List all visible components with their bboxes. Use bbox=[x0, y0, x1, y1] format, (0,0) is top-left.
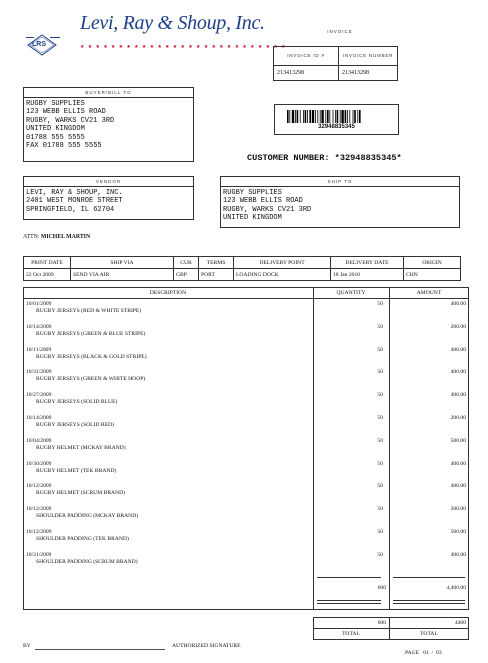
item-description: SHOULDER PADDING (TEK BRAND) bbox=[36, 536, 129, 542]
invoice-number-label: INVOICE NUMBER bbox=[339, 47, 398, 66]
ship-to-label: SHIP TO bbox=[221, 177, 459, 187]
meta-header: DELIVERY DATE bbox=[331, 257, 404, 269]
item-quantity: 50 bbox=[377, 369, 383, 376]
meta-header: ORIGIN bbox=[404, 257, 461, 269]
buyer-label: BUYER/BILL TO bbox=[24, 88, 193, 98]
description-header: DESCRIPTION bbox=[149, 290, 187, 296]
barcode-bar bbox=[320, 110, 321, 123]
meta-header: CUR bbox=[174, 257, 199, 269]
invoice-number-value: 213413298 bbox=[339, 66, 398, 81]
buyer-address: RUGBY SUPPLIES 123 WEBB ELLIS ROAD RUGBY, WARKS CV21 3RD UNITED KINGDOM 01788 555 5555 FAX 01788 555 5555 bbox=[26, 100, 115, 151]
vendor-box bbox=[23, 176, 194, 220]
meta-header: SHIP VIA bbox=[71, 257, 174, 269]
signature-label: AUTHORIZED SIGNATURE bbox=[172, 643, 241, 649]
item-description: RUGBY JERSEYS (GREEN & WHITE HOOP) bbox=[36, 376, 146, 383]
invoice-id-label: INVOICE ID # bbox=[274, 47, 339, 66]
total-amount-label: TOTAL bbox=[420, 631, 438, 637]
vendor-label: VENDOR bbox=[24, 177, 193, 187]
item-date: 10/11/2009 bbox=[26, 346, 52, 353]
meta-value: 18 Jan 2010 bbox=[331, 269, 404, 281]
item-date: 10/12/2009 bbox=[26, 483, 52, 490]
item-description: RUGBY HELMET (MCKAY BRAND) bbox=[36, 444, 126, 451]
meta-header: DELIVERY POINT bbox=[234, 257, 331, 269]
total-amount: 4400 bbox=[454, 620, 466, 626]
meta-value: LOADING DOCK bbox=[234, 269, 331, 281]
item-date: 10/30/2009 bbox=[26, 460, 52, 467]
ship-to-address: RUGBY SUPPLIES 123 WEBB ELLIS ROAD RUGBY, WARKS CV21 3RD UNITED KINGDOM bbox=[223, 189, 312, 223]
vendor-address: LEVI, RAY & SHOUP, INC. 2401 WEST MONROE STREET SPRINGFIELD, IL 62704 bbox=[26, 189, 123, 214]
attn-name: MICHEL MARTIN bbox=[40, 234, 91, 240]
barcode-bar bbox=[335, 110, 336, 123]
barcode-bar bbox=[333, 110, 334, 123]
barcode-text: 32948835345 bbox=[318, 124, 355, 130]
total-quantity-label: TOTAL bbox=[342, 631, 360, 637]
item-description: RUGBY JERSEYS (SOLID BLUE) bbox=[36, 399, 118, 406]
barcode-bar bbox=[309, 110, 311, 123]
item-date: 10/12/2009 bbox=[26, 506, 52, 513]
barcode-bar bbox=[287, 110, 289, 123]
item-description: RUGBY JERSEYS (BLACK & GOLD STRIPE) bbox=[36, 353, 147, 360]
invoice-title: INVOICE bbox=[327, 29, 353, 34]
barcode-bar bbox=[354, 110, 356, 123]
barcode-bar bbox=[312, 110, 314, 123]
item-quantity: 50 bbox=[377, 392, 383, 399]
barcode-box bbox=[274, 104, 399, 135]
barcode-bar bbox=[359, 110, 361, 123]
ship-to-box bbox=[220, 176, 460, 228]
item-amount: 400.00 bbox=[450, 301, 466, 307]
item-amount: 400.00 bbox=[450, 483, 466, 490]
item-amount: 400.00 bbox=[450, 551, 466, 558]
barcode-bar bbox=[315, 110, 316, 123]
item-date: 10/04/2009 bbox=[26, 437, 52, 444]
barcode-bar bbox=[357, 110, 358, 123]
barcode-bar bbox=[321, 110, 323, 123]
item-amount: 400.00 bbox=[450, 460, 466, 467]
barcode-bar bbox=[341, 110, 343, 123]
barcode-bar bbox=[325, 110, 326, 123]
attn-label: ATTN: bbox=[23, 234, 40, 240]
meta-value: CHN bbox=[404, 269, 461, 281]
barcode-bar bbox=[345, 110, 347, 123]
subtotal-quantity: 600 bbox=[377, 585, 386, 591]
barcode-bar bbox=[317, 110, 318, 123]
by-label: BY bbox=[23, 643, 31, 649]
meta-value: 22 Oct 2009 bbox=[24, 269, 71, 281]
barcode-bar bbox=[297, 110, 299, 123]
barcode-bar bbox=[300, 110, 301, 123]
item-quantity: 50 bbox=[377, 551, 383, 558]
item-amount: 200.00 bbox=[450, 506, 466, 513]
item-description: RUGBY HELMET (SCRUM BRAND) bbox=[36, 490, 126, 497]
item-description: SHOULDER PADDING (SCRUM BRAND) bbox=[36, 558, 138, 565]
item-quantity: 50 bbox=[377, 529, 383, 535]
meta-value: GBP bbox=[174, 269, 199, 281]
meta-value: SEND VIA AIR bbox=[71, 269, 174, 281]
buyer-box bbox=[23, 87, 194, 162]
item-date: 10/31/2009 bbox=[26, 369, 52, 376]
item-quantity: 50 bbox=[377, 506, 383, 513]
logo-text: Levi, Ray & Shoup, Inc. bbox=[80, 12, 265, 34]
barcode-bar bbox=[307, 110, 308, 123]
barcode-bar bbox=[337, 110, 339, 123]
item-amount: 500.00 bbox=[450, 437, 466, 444]
barcode-bar bbox=[303, 110, 304, 123]
barcode-bar bbox=[353, 110, 354, 123]
quantity-header: QUANTITY bbox=[336, 290, 366, 296]
item-amount: 400.00 bbox=[450, 346, 466, 353]
item-date: 10/27/2009 bbox=[26, 392, 52, 399]
barcode-bar bbox=[347, 110, 348, 123]
order-meta-table bbox=[23, 256, 461, 281]
item-quantity: 50 bbox=[377, 483, 383, 490]
item-date: 10/31/2009 bbox=[26, 551, 52, 558]
item-amount: 500.00 bbox=[450, 529, 466, 535]
barcode-bar bbox=[340, 110, 341, 123]
meta-header: TERMS bbox=[199, 257, 234, 269]
attn-line bbox=[23, 234, 90, 240]
item-quantity: 50 bbox=[377, 301, 383, 307]
logo-badge-text: LRS bbox=[32, 41, 46, 48]
barcode-icon bbox=[287, 110, 387, 123]
logo-stars: ★ ★ ★ ★ ★ ★ ★ ★ ★ ★ ★ ★ ★ ★ ★ ★ ★ ★ ★ ★ ★ ★ ★ ★ ★ ★ ★ bbox=[80, 45, 287, 50]
item-date: 10/14/2009 bbox=[26, 323, 52, 330]
item-amount: 200.00 bbox=[450, 323, 466, 330]
subtotal-amount: 4,400.00 bbox=[446, 585, 466, 591]
amount-header: AMOUNT bbox=[416, 290, 442, 296]
item-description: SHOULDER PADDING (MCKAY BRAND) bbox=[36, 513, 139, 520]
item-date: 10/01/2009 bbox=[26, 301, 52, 307]
item-quantity: 50 bbox=[377, 346, 383, 353]
item-quantity: 50 bbox=[377, 415, 383, 421]
total-quantity: 600 bbox=[377, 620, 386, 626]
invoice-id-value: 213413298 bbox=[274, 66, 339, 81]
item-description: RUGBY JERSEYS (GREEN & BLUE STRIPE) bbox=[36, 330, 146, 337]
item-date: 10/14/2009 bbox=[26, 415, 52, 421]
barcode-bar bbox=[305, 110, 307, 123]
item-description: RUGBY JERSEYS (RED & WHITE STRIPE) bbox=[36, 308, 142, 314]
barcode-bar bbox=[329, 110, 330, 123]
barcode-bar bbox=[292, 110, 294, 123]
barcode-bar bbox=[349, 110, 350, 123]
barcode-bar bbox=[327, 110, 329, 123]
barcode-bar bbox=[289, 110, 290, 123]
item-description: RUGBY HELMET (TEK BRAND) bbox=[36, 467, 117, 474]
meta-header: PRINT DATE bbox=[24, 257, 71, 269]
signature-line bbox=[35, 649, 165, 650]
item-quantity: 50 bbox=[377, 437, 383, 444]
item-amount: 400.00 bbox=[450, 369, 466, 376]
item-amount: 400.00 bbox=[450, 392, 466, 399]
page-number: PAGE 01 / 03 bbox=[405, 650, 442, 656]
item-quantity: 50 bbox=[377, 460, 383, 467]
item-date: 10/12/2009 bbox=[26, 529, 52, 535]
barcode-bar bbox=[295, 110, 296, 123]
item-amount: 200.00 bbox=[450, 415, 466, 421]
customer-number: CUSTOMER NUMBER: *32948835345* bbox=[247, 153, 402, 163]
item-description: RUGBY JERSEYS (SOLID RED) bbox=[36, 422, 114, 428]
invoice-id-table bbox=[273, 46, 398, 81]
item-quantity: 50 bbox=[377, 323, 383, 330]
meta-value: PORT bbox=[199, 269, 234, 281]
